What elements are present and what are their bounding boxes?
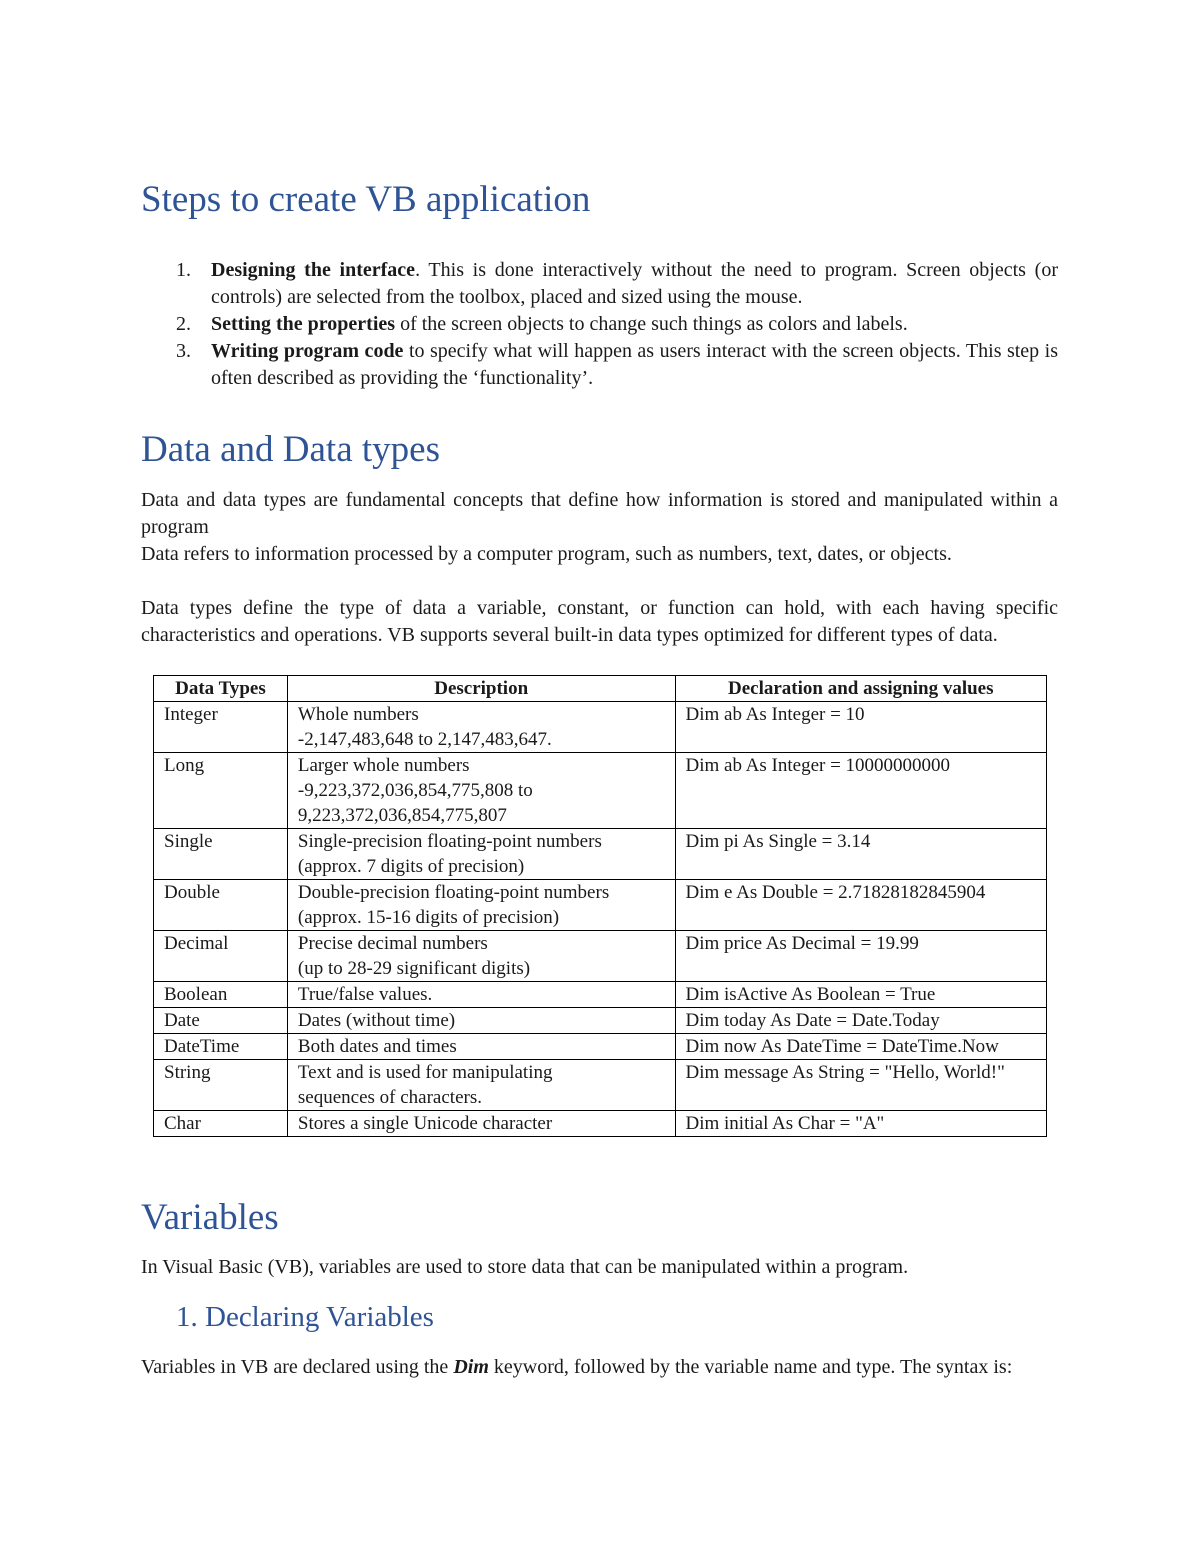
description-line: Larger whole numbers xyxy=(297,755,470,776)
steps-list xyxy=(141,257,1058,392)
description-cell xyxy=(287,1034,675,1060)
description-line: -9,223,372,036,854,775,808 to xyxy=(297,780,533,801)
description-line: Double-precision floating-point numbers xyxy=(297,882,610,903)
step-text: to specify what will happen as users interact with the screen objects. This step is often described as providing the ‘functionality’. xyxy=(211,340,1059,389)
table-row xyxy=(154,880,1047,931)
data-paragraph-2: Data refers to information processed by a computer program, such as numbers, text, dates, or objects. xyxy=(141,543,952,565)
step-item xyxy=(141,257,1058,311)
declaration-cell: Dim pi As Single = 3.14 xyxy=(675,829,1047,880)
description-line: Single-precision floating-point numbers xyxy=(297,831,602,852)
type-cell: Boolean xyxy=(154,982,288,1008)
column-header: Declaration and assigning values xyxy=(675,676,1047,702)
declaration-cell: Dim today As Date = Date.Today xyxy=(675,1008,1047,1034)
description-line: Precise decimal numbers xyxy=(297,933,488,954)
description-line: 9,223,372,036,854,775,807 xyxy=(297,805,507,826)
step-lead: Setting the properties xyxy=(211,313,396,335)
declaration-cell: Dim initial As Char = "A" xyxy=(675,1111,1047,1137)
declaration-cell: Dim ab As Integer = 10 xyxy=(675,702,1047,753)
declaration-cell: Dim price As Decimal = 19.99 xyxy=(675,931,1047,982)
description-cell xyxy=(287,829,675,880)
description-cell xyxy=(287,1060,675,1111)
description-line: -2,147,483,648 to 2,147,483,647. xyxy=(297,729,552,750)
description-cell xyxy=(287,982,675,1008)
variables-paragraph: In Visual Basic (VB), variables are used to store data that can be manipulated within a program. xyxy=(141,1256,909,1278)
step-lead: Designing the interface xyxy=(211,259,416,281)
step-lead: Writing program code xyxy=(211,340,404,362)
dim-keyword: Dim xyxy=(453,1356,489,1378)
heading-steps: Steps to create VB application xyxy=(141,179,591,220)
declaration-cell: Dim now As DateTime = DateTime.Now xyxy=(675,1034,1047,1060)
description-cell xyxy=(287,880,675,931)
description-line: (up to 28-29 significant digits) xyxy=(297,958,531,979)
table-row xyxy=(154,702,1047,753)
step-number: 2. xyxy=(176,313,191,335)
description-line: sequences of characters. xyxy=(297,1087,482,1108)
table-row xyxy=(154,1060,1047,1111)
declaring-text-end: keyword, followed by the variable name and type. The syntax is: xyxy=(488,1356,1013,1378)
description-line: Whole numbers xyxy=(297,704,419,725)
table-row xyxy=(154,1034,1047,1060)
description-line: (approx. 7 digits of precision) xyxy=(297,856,525,877)
type-cell: Date xyxy=(154,1008,288,1034)
step-item xyxy=(141,311,1058,338)
heading-data-types: Data and Data types xyxy=(141,429,440,470)
declaring-text-start: Variables in VB are declared using the xyxy=(141,1356,454,1378)
table-row xyxy=(154,1111,1047,1137)
table-row xyxy=(154,753,1047,829)
description-line: True/false values. xyxy=(297,984,433,1005)
description-cell xyxy=(287,1008,675,1034)
step-item xyxy=(141,338,1058,392)
table-header-row xyxy=(154,676,1047,702)
description-line: Both dates and times xyxy=(297,1036,457,1057)
declaration-cell: Dim message As String = "Hello, World!" xyxy=(675,1060,1047,1111)
data-types-table xyxy=(153,675,1047,1137)
description-line: (approx. 15-16 digits of precision) xyxy=(297,907,560,928)
step-text: of the screen objects to change such things as colors and labels. xyxy=(395,313,908,335)
column-header: Data Types xyxy=(154,676,288,702)
type-cell: Single xyxy=(154,829,288,880)
heading-variables: Variables xyxy=(141,1197,279,1238)
type-cell: Integer xyxy=(154,702,288,753)
type-cell: String xyxy=(154,1060,288,1111)
table-row xyxy=(154,829,1047,880)
type-cell: Double xyxy=(154,880,288,931)
table-row xyxy=(154,982,1047,1008)
declaration-cell: Dim e As Double = 2.71828182845904 xyxy=(675,880,1047,931)
table-row xyxy=(154,1008,1047,1034)
declaring-paragraph xyxy=(141,1352,1058,1382)
step-number: 1. xyxy=(176,259,191,281)
description-cell xyxy=(287,931,675,982)
description-cell xyxy=(287,702,675,753)
step-number: 3. xyxy=(176,340,191,362)
type-cell: DateTime xyxy=(154,1034,288,1060)
declaration-cell: Dim ab As Integer = 10000000000 xyxy=(675,753,1047,829)
type-cell: Char xyxy=(154,1111,288,1137)
type-cell: Long xyxy=(154,753,288,829)
description-cell xyxy=(287,753,675,829)
data-paragraph-3: Data types define the type of data a variable, constant, or function can hold, with each having specific characteristics and operations. VB supports several built-in data types optimized for different types of data. xyxy=(141,597,1058,646)
description-line: Text and is used for manipulating xyxy=(297,1062,553,1083)
description-cell xyxy=(287,1111,675,1137)
table-row xyxy=(154,931,1047,982)
description-line: Stores a single Unicode character xyxy=(297,1113,553,1134)
heading-declaring-variables: 1. Declaring Variables xyxy=(176,1301,434,1333)
declaration-cell: Dim isActive As Boolean = True xyxy=(675,982,1047,1008)
step-text: . This is done interactively without the need to program. Screen objects (or controls) are selected from the toolbox, placed and sized using the mouse. xyxy=(211,259,1058,308)
description-line: Dates (without time) xyxy=(297,1010,456,1031)
type-cell: Decimal xyxy=(154,931,288,982)
data-paragraph-1: Data and data types are fundamental concepts that define how information is stored and manipulated within a program xyxy=(141,489,1058,538)
column-header: Description xyxy=(287,676,675,702)
